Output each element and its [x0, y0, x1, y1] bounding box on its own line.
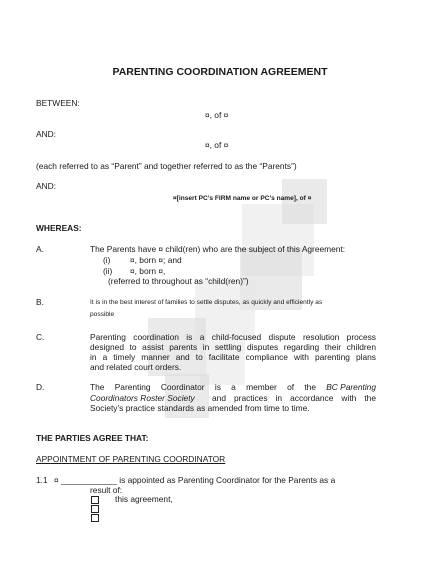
- option-checkbox[interactable]: [91, 514, 99, 522]
- clause-c-line: in a timely manner and to facilitate compliance with parenting plans: [90, 352, 376, 362]
- child-number: (i): [103, 255, 111, 265]
- agree-heading: THE PARTIES AGREE THAT:: [36, 433, 149, 443]
- clause-letter: D.: [36, 382, 45, 392]
- and-label: AND:: [36, 181, 57, 191]
- whereas-label: WHEREAS:: [36, 223, 82, 233]
- clause-1-1-line: result of:: [90, 485, 123, 495]
- clause-d-line: [90, 382, 376, 393]
- referred-children-text: (referred to throughout as “child(ren)”): [108, 276, 249, 286]
- clause-c-line: designed to assist parents in settling disputes regarding their children: [90, 342, 376, 352]
- clause-letter: C.: [36, 332, 45, 342]
- clause-number: 1.1: [36, 475, 48, 485]
- clause-letter: B.: [36, 297, 44, 307]
- referred-parents-text: (each referred to as “Parent” and together referred to as the “Parents”): [36, 161, 297, 171]
- clause-b-line: possible: [90, 311, 115, 318]
- party-one-line: ¤, of ¤: [205, 110, 229, 120]
- clause-1-1-line: ¤ ____________ is appointed as Parenting Coordinator for the Parents as a: [54, 475, 336, 485]
- coordinator-placeholder: ¤[insert PC’s FIRM name or PC’s name], of ¤: [173, 195, 312, 202]
- option-checkbox[interactable]: [91, 496, 99, 504]
- clause-letter: A.: [36, 244, 44, 254]
- child-line: ¤, born ¤; and: [130, 255, 182, 265]
- society-name: BC Parenting: [326, 382, 376, 392]
- clause-d-line: Society’s practice standards as amended from time to time.: [90, 403, 310, 413]
- party-two-line: ¤, of ¤: [205, 140, 229, 150]
- clause-c-line: Parenting coordination is a child-focused dispute resolution process: [90, 332, 376, 342]
- option-checkbox[interactable]: [91, 505, 99, 513]
- clause-d-text: The Parenting Coordinator is a member of the: [90, 382, 316, 392]
- page-title: PARENTING COORDINATION AGREEMENT: [112, 66, 328, 78]
- clause-c-line: and related court orders.: [90, 362, 182, 372]
- clause-d-text: and practices in accordance with the: [212, 393, 376, 403]
- clause-a-text: The Parents have ¤ child(ren) who are the subject of this Agreement:: [90, 244, 346, 254]
- option-label: this agreement,: [115, 494, 173, 504]
- between-label: BETWEEN:: [36, 98, 80, 108]
- child-line: ¤, born ¤,: [130, 266, 166, 276]
- appointment-heading: APPOINTMENT OF PARENTING COORDINATOR: [36, 454, 226, 464]
- clause-b-line: It is in the best interest of families to settle disputes, as quickly and efficiently as: [90, 299, 323, 306]
- and-label: AND:: [36, 129, 57, 139]
- society-name: Coordinators Roster Society: [90, 393, 195, 403]
- child-number: (ii): [103, 266, 113, 276]
